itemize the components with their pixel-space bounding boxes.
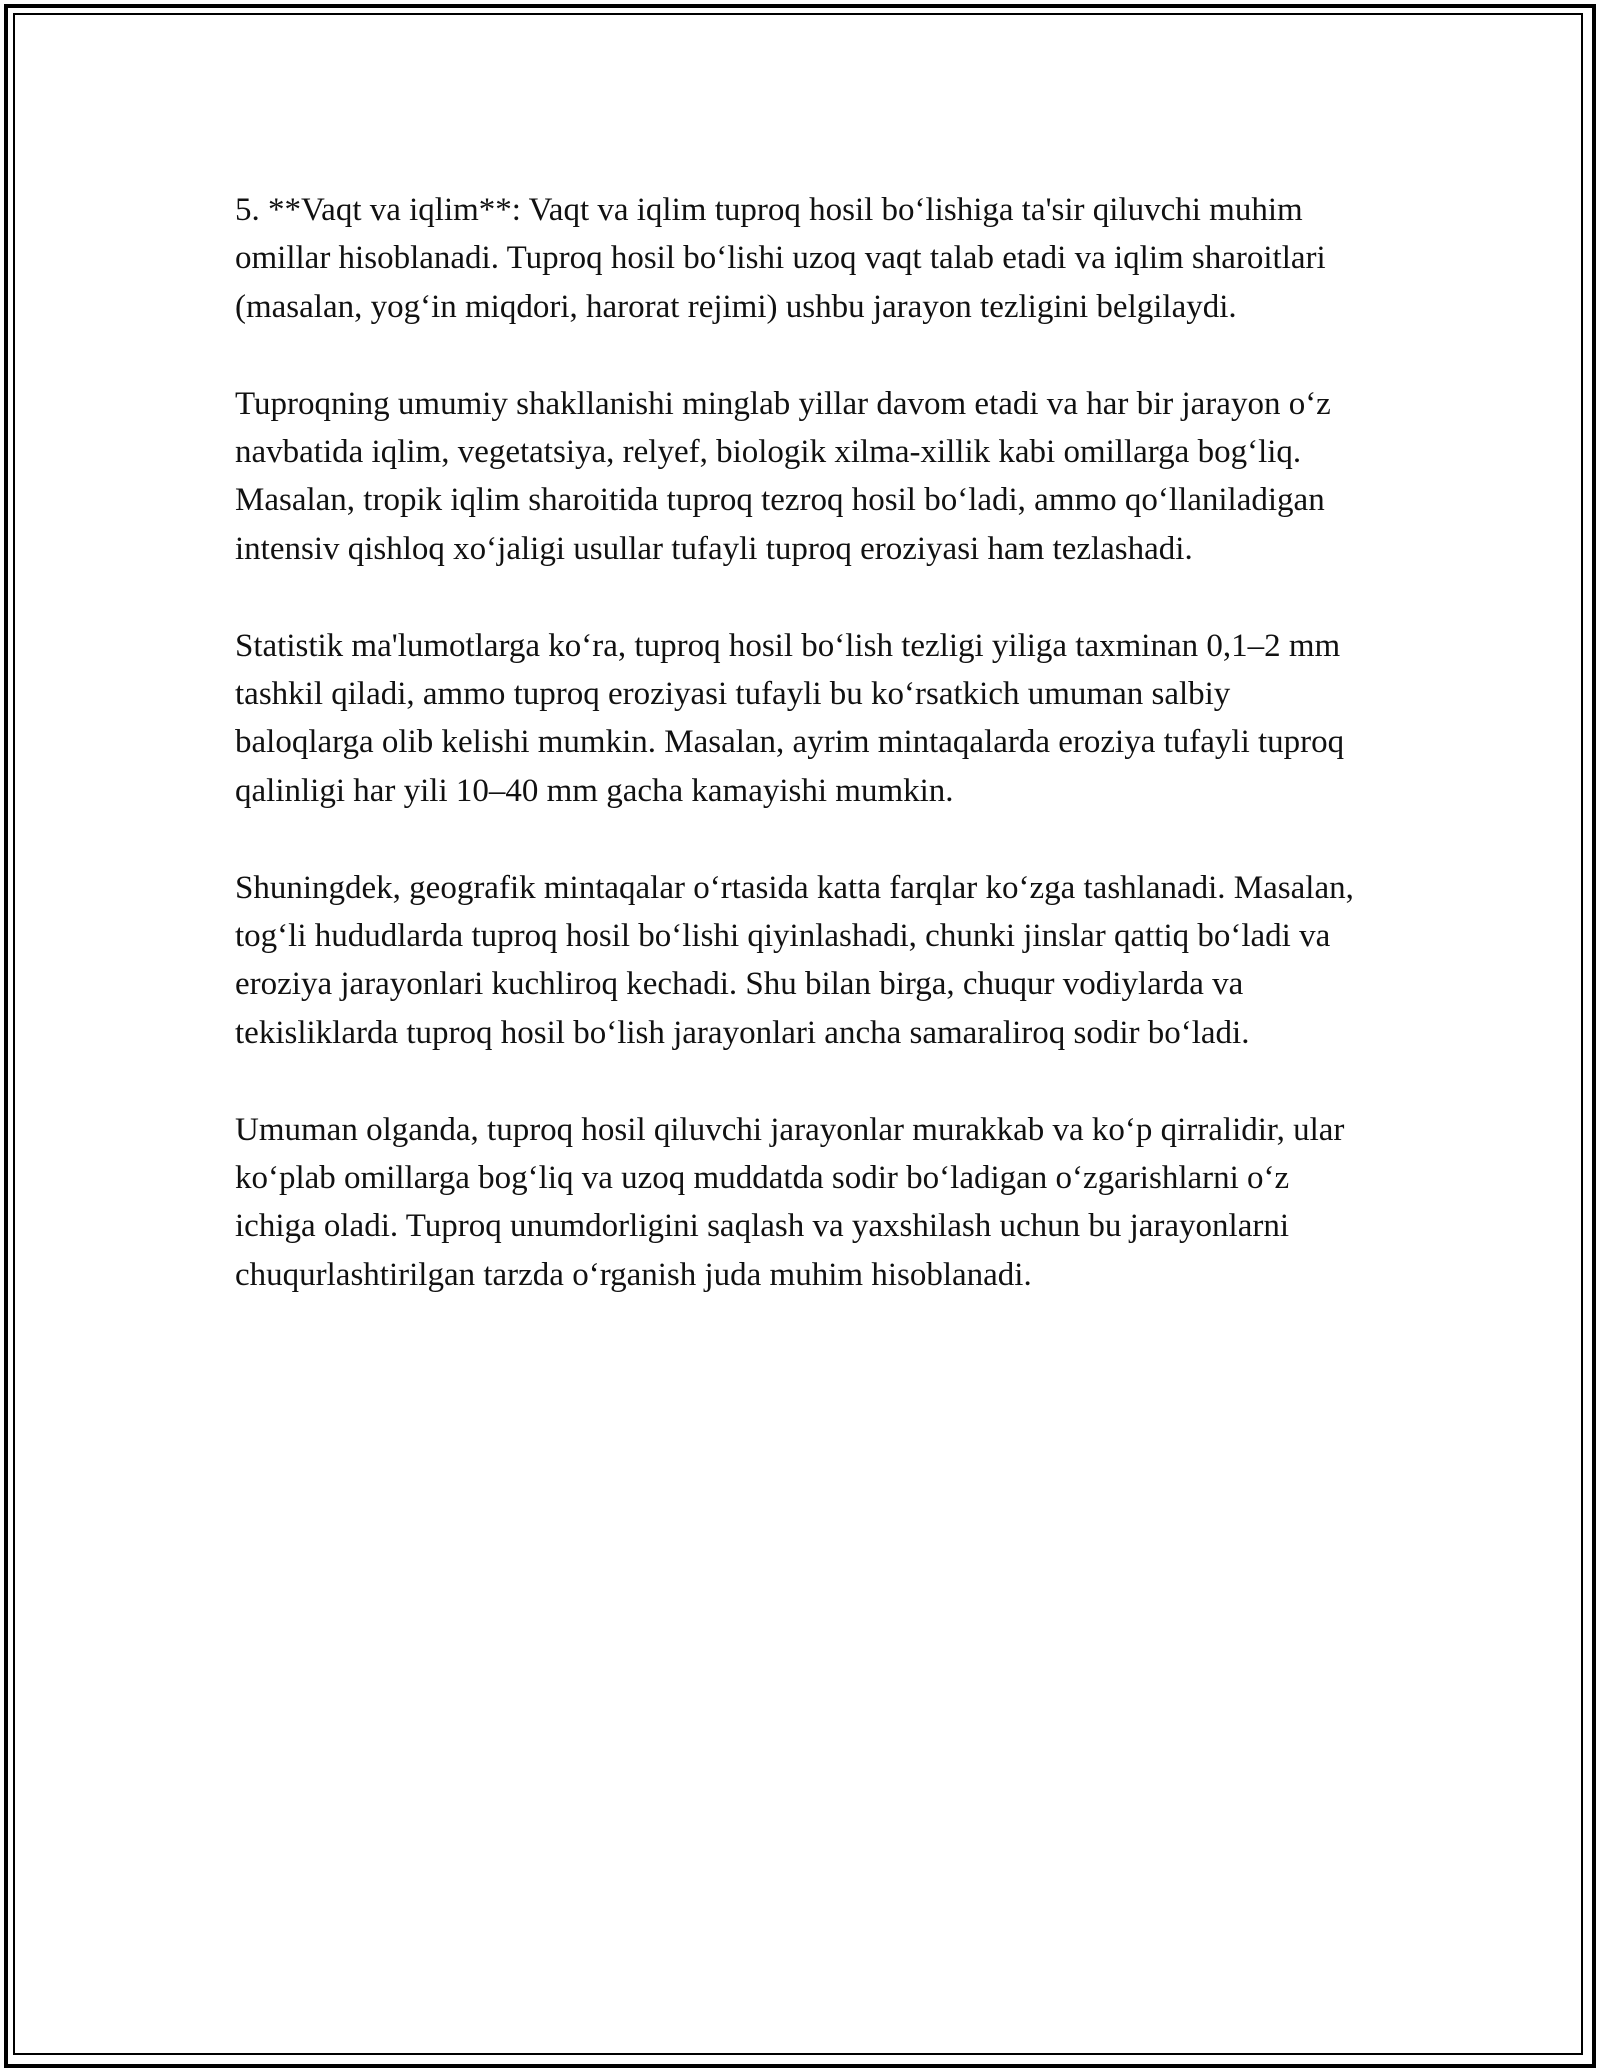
paragraph-statistics: Statistik ma'lumotlarga ko‘ra, tuproq hosil bo‘lish tezligi yiliga taxminan 0,1–2 mm tashkil qiladi, ammo tuproq eroziyasi tufayli bu ko‘rsatkich umuman salbiy baloqlarga olib kelishi mumkin. Masalan, ayrim mintaqalarda eroziya tufayli tuproq qalinligi har yili 10–40 mm gacha kamayishi mumkin. — [235, 627, 1345, 809]
paragraph-conclusion: Umuman olganda, tuproq hosil qiluvchi jarayonlar murakkab va ko‘p qirralidir, ular ko‘plab omillarga bog‘liq va uzoq muddatda sodir bo‘ladigan o‘zgarishlarni o‘z ichiga oladi. Tuproq unumdorligini saqlash va yaxshilash uchun bu jarayonlarni chuqurlashtirilgan tarzda o‘rganish juda muhim hisoblanadi. — [235, 1111, 1345, 1293]
document-body — [235, 186, 1375, 1348]
paragraph-soil-formation-overview: Tuproqning umumiy shakllanishi minglab yillar davom etadi va har bir jarayon o‘z navbatida iqlim, vegetatsiya, relyef, biologik xilma-xillik kabi omillarga bog‘liq. Masalan, tropik iqlim sharoitida tuproq tezroq hosil bo‘ladi, ammo qo‘llaniladigan intensiv qishloq xo‘jaligi usullar tufayli tuproq eroziyasi ham tezlashadi. — [235, 385, 1331, 567]
paragraph-geographic-differences: Shuningdek, geografik mintaqalar o‘rtasida katta farqlar ko‘zga tashlanadi. Masalan, tog‘li hududlarda tuproq hosil bo‘lishi qiyinlashadi, chunki jinslar qattiq bo‘ladi va eroziya jarayonlari kuchliroq kechadi. Shu bilan birga, chuqur vodiylarda va tekisliklarda tuproq hosil bo‘lish jarayonlari ancha samaraliroq sodir bo‘ladi. — [235, 869, 1354, 1051]
paragraph-time-and-climate: 5. **Vaqt va iqlim**: Vaqt va iqlim tuproq hosil bo‘lishiga ta'sir qiluvchi muhim omillar hisoblanadi. Tuproq hosil bo‘lishi uzoq vaqt talab etadi va iqlim sharoitlari (masalan, yog‘in miqdori, harorat rejimi) ushbu jarayon tezligini belgilaydi. — [235, 192, 1326, 325]
